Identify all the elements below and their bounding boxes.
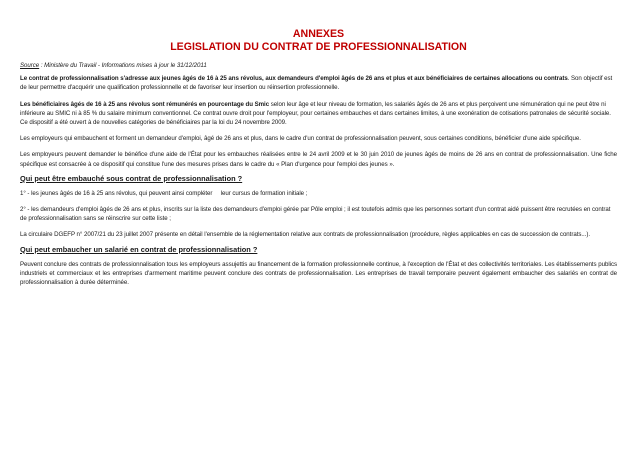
section-heading-who-hires: Qui peut embaucher un salarié en contrat de professionnalisation ? xyxy=(20,244,258,254)
annexes-title: ANNEXES xyxy=(292,28,345,40)
paragraph-employers: Peuvent conclure des contrats de professionnalisation tous les employeurs assujettis au financement de la formation professionnelle continue, à l'exception de l'État et des collectivités territoriales. Les établissements publics industriels et commerciaux et les entreprises d'armement maritime peuvent conclure des contrats de professionnalisation. Les entreprises de travail temporaire peuvent également embaucher des salariés en contrat de professionnalisation à durée déterminée. xyxy=(20,260,617,287)
source-text: : Ministère du Travail - Informations mises à jour le 31/12/2011 xyxy=(39,62,207,69)
paragraph-circular: La circulaire DGEFP n° 2007/21 du 23 juillet 2007 présente en détail l'ensemble de la réglementation relative aux contrats de professionnalisation (procédure, règles applicables en cas de succession de contrats...). xyxy=(20,231,590,239)
source-line xyxy=(20,61,617,70)
paragraph-state-aid: Les employeurs peuvent demander le bénéfice d'une aide de l'État pour les embauches réalisées entre le 24 avril 2009 et le 30 juin 2010 de jeunes âgés de moins de 26 ans en contrat de professionnalisation. Une fiche spécifique est consacrée à ce dispositif qui constitue l'une des mesures prises dans le cadre du « Plan d'urgence pour l'emploi des jeunes ». xyxy=(20,151,617,168)
paragraph-audience-bold: Le contrat de professionnalisation s'adresse aux jeunes âgés de 16 à 25 ans révolus, aux demandeurs d'emploi âgés de 26 ans et plus et aux bénéficiaires de certaines allocations ou contrats xyxy=(20,75,568,83)
paragraph-remuneration xyxy=(20,100,617,128)
section-heading-who-hired: Qui peut être embauché sous contrat de professionnalisation ? xyxy=(20,173,243,183)
list-item-jobseekers: 2° - les demandeurs d'emploi âgés de 26 ans et plus, inscrits sur la liste des demandeurs d'emploi gérée par Pôle emploi ; il est toutefois admis que les personnes sortant d'un contrat aidé puissent être recrutées en contrat de professionnalisation sans se réinscrire sur cette liste ; xyxy=(20,206,611,223)
paragraph-audience xyxy=(20,74,617,92)
paragraph-employer-aid: Les employeurs qui embauchent et forment un demandeur d'emploi, âgé de 26 ans et plus, dans le cadre d'un contrat de professionnalisation peuvent, sous certaines conditions, bénéficier d'une aide spécifique. xyxy=(20,135,581,143)
paragraph-remuneration-bold: Les bénéficiaires âgés de 16 à 25 ans révolus sont rémunérés en pourcentage du Smic xyxy=(20,100,270,108)
page-title: LEGISLATION DU CONTRAT DE PROFESSIONNALISATION xyxy=(170,41,467,53)
paragraph-audience-text: . Son objectif est de leur permettre d'acquérir une qualification professionnelle et de favoriser leur insertion ou réinsertion professionnelle. xyxy=(20,75,613,92)
list-item-young: 1° - les jeunes âgés de 16 à 25 ans révolus, qui peuvent ainsi compléter leur cursus de formation initiale ; xyxy=(20,189,308,197)
source-label: Source xyxy=(20,62,40,69)
paragraph-remuneration-text: selon leur âge et leur niveau de formation, les salariés âgés de 26 ans et plus perçoivent une rémunération qui ne peut être ni inférieure au SMIC ni à 85 % du salaire minimum conventionnel. Ce contrat ouvre droit pour l'employeur, pour certaines embauches et dans certaines limites, à une exonération de cotisations patronales de sécurité sociale. Ce dispositif a été ouvert à de nouvelles catégories de bénéficiaires par la loi du 24 novembre 2009. xyxy=(20,100,611,127)
